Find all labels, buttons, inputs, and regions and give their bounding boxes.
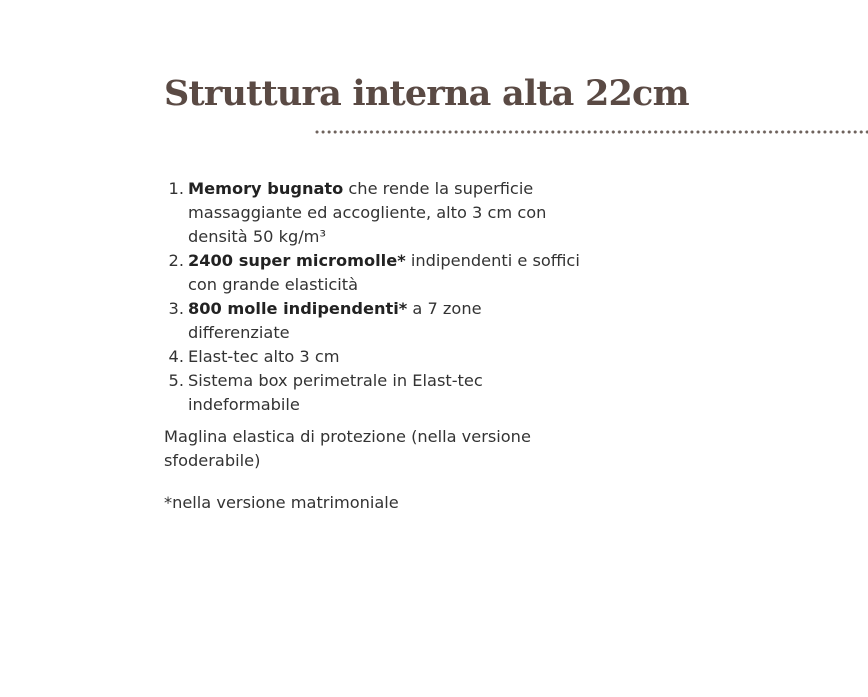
list-item-bold: 800 molle indipendenti* xyxy=(188,299,408,318)
list-item-number: 1. xyxy=(168,179,184,198)
list-item-number: 4. xyxy=(168,347,184,366)
list-item-number: 2. xyxy=(168,251,184,270)
list-item-bold: Memory bugnato xyxy=(188,179,344,198)
list-item xyxy=(168,345,588,369)
list-item xyxy=(168,249,588,297)
list-item-text: Elast-tec alto 3 cm xyxy=(188,347,340,366)
list-item-text: Sistema box perimetrale in Elast-tec indeformabile xyxy=(188,371,483,414)
features-list xyxy=(164,177,604,417)
list-item-text: che rende la superficie massaggiante ed accogliente, alto 3 cm con densità 50 kg/m³ xyxy=(188,179,547,246)
list-item xyxy=(168,297,588,345)
content-body xyxy=(164,177,604,515)
list-item-text: indipendenti e soffici con grande elasticità xyxy=(188,251,580,294)
dotted-divider xyxy=(314,129,868,135)
footnote: *nella versione matrimoniale xyxy=(164,493,399,512)
list-item-bold: 2400 super micromolle* xyxy=(188,251,406,270)
protection-note: Maglina elastica di protezione (nella versione sfoderabile) xyxy=(164,427,531,470)
list-item xyxy=(168,369,588,417)
list-item-number: 3. xyxy=(168,299,184,318)
list-item-number: 5. xyxy=(168,371,184,390)
list-item-text: a 7 zone differenziate xyxy=(188,299,482,342)
section-heading: Struttura interna alta 22cm xyxy=(164,73,689,114)
list-item xyxy=(168,177,588,249)
